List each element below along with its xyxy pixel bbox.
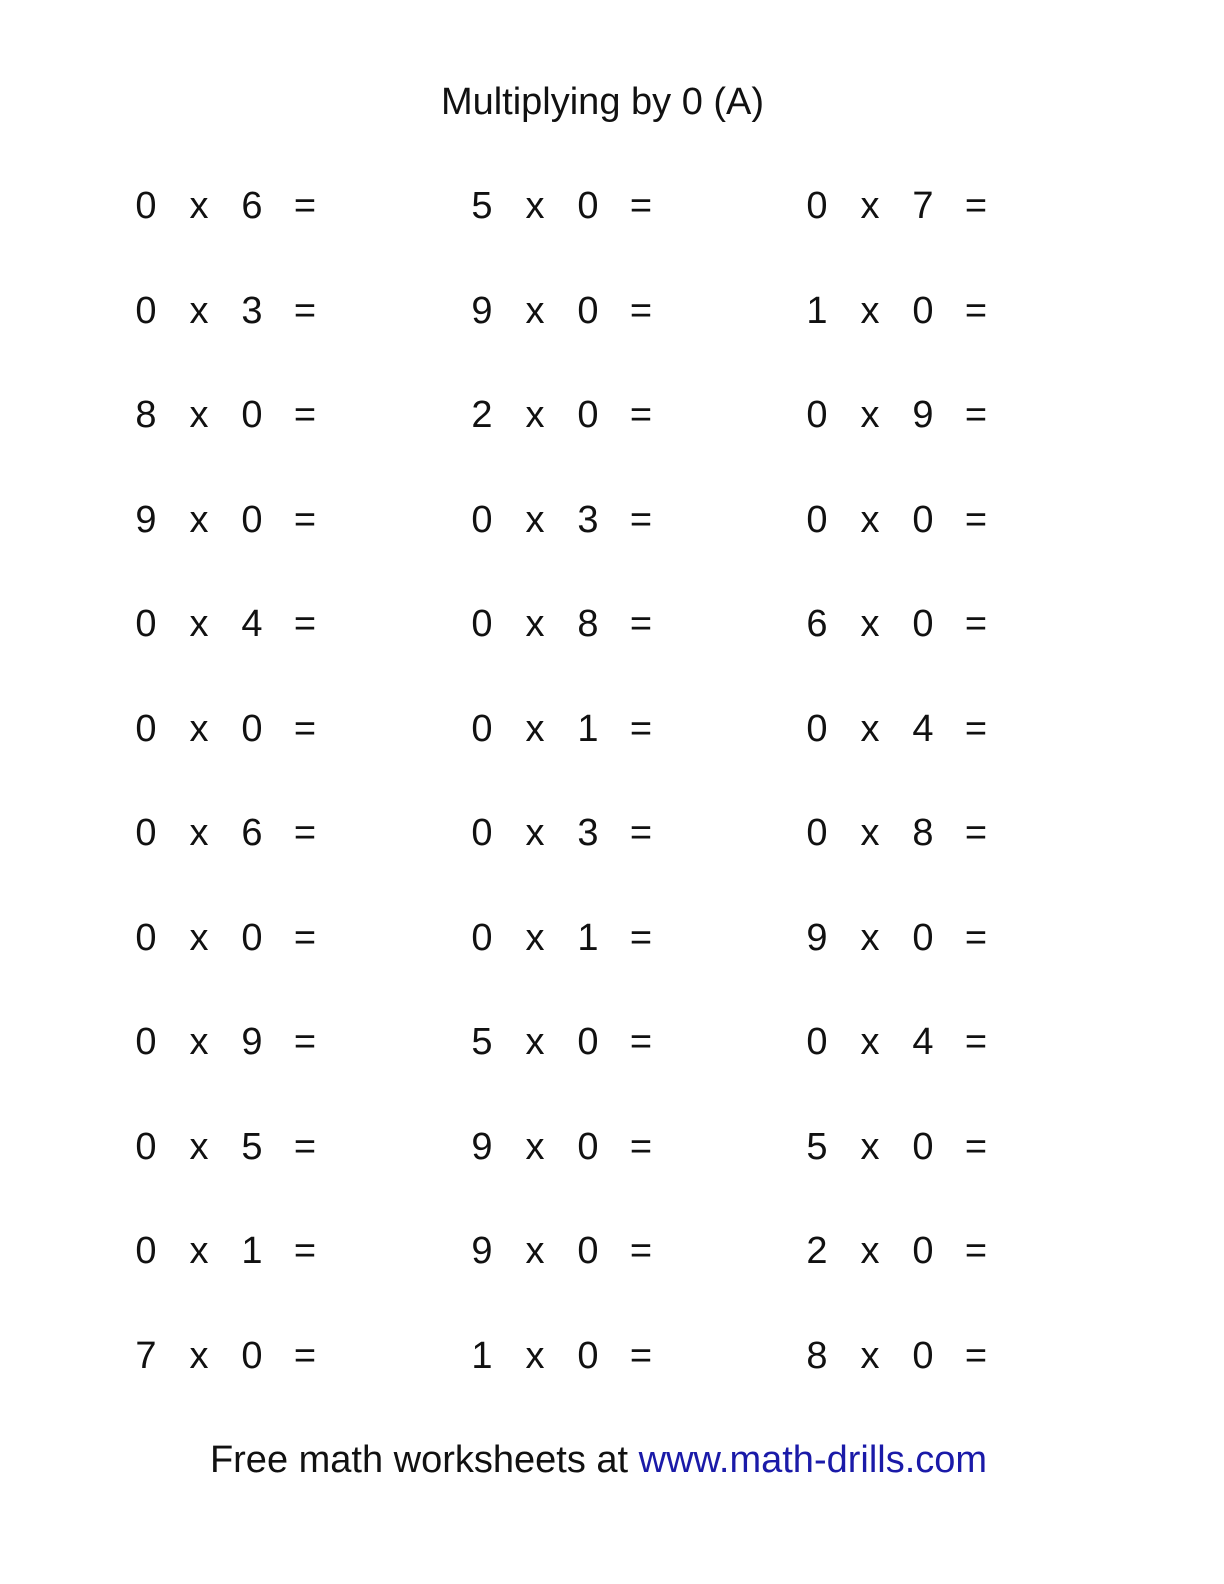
multiply-sign: x [860, 1021, 880, 1063]
first-factor: 0 [135, 708, 157, 750]
multiply-sign: x [189, 499, 209, 541]
second-factor: 8 [912, 812, 934, 854]
multiply-sign: x [860, 499, 880, 541]
first-factor: 0 [471, 708, 493, 750]
equals-sign: = [629, 394, 653, 436]
equals-sign: = [293, 1335, 317, 1377]
problem [126, 811, 366, 855]
multiply-sign: x [189, 1335, 209, 1377]
first-factor: 5 [806, 1126, 828, 1168]
second-factor: 0 [912, 603, 934, 645]
second-factor: 6 [241, 812, 263, 854]
problem [797, 393, 1037, 437]
second-factor: 0 [577, 1126, 599, 1168]
multiply-sign: x [189, 917, 209, 959]
equals-sign: = [629, 185, 653, 227]
second-factor: 7 [912, 185, 934, 227]
footer-link[interactable]: www.math-drills.com [638, 1439, 988, 1481]
multiply-sign: x [189, 394, 209, 436]
multiply-sign: x [860, 1335, 880, 1377]
equals-sign: = [964, 499, 988, 541]
second-factor: 0 [912, 290, 934, 332]
first-factor: 0 [806, 185, 828, 227]
problem [126, 1334, 366, 1378]
second-factor: 0 [577, 1335, 599, 1377]
problem [462, 602, 702, 646]
multiply-sign: x [189, 1021, 209, 1063]
problem [126, 916, 366, 960]
first-factor: 0 [471, 812, 493, 854]
first-factor: 0 [135, 185, 157, 227]
first-factor: 9 [471, 1126, 493, 1168]
first-factor: 0 [471, 917, 493, 959]
first-factor: 0 [471, 499, 493, 541]
problem [462, 1334, 702, 1378]
first-factor: 0 [135, 812, 157, 854]
equals-sign: = [964, 1126, 988, 1168]
first-factor: 8 [135, 394, 157, 436]
multiply-sign: x [525, 185, 545, 227]
problem [126, 289, 366, 333]
equals-sign: = [964, 917, 988, 959]
second-factor: 3 [241, 290, 263, 332]
first-factor: 0 [806, 1021, 828, 1063]
equals-sign: = [293, 394, 317, 436]
problem [126, 1020, 366, 1064]
first-factor: 9 [806, 917, 828, 959]
problem [462, 393, 702, 437]
first-factor: 9 [135, 499, 157, 541]
problem [797, 707, 1037, 751]
multiply-sign: x [525, 917, 545, 959]
equals-sign: = [629, 1021, 653, 1063]
multiply-sign: x [525, 812, 545, 854]
problem [797, 916, 1037, 960]
multiply-sign: x [189, 290, 209, 332]
equals-sign: = [293, 603, 317, 645]
problem [462, 289, 702, 333]
second-factor: 1 [577, 708, 599, 750]
equals-sign: = [629, 1230, 653, 1272]
problem [126, 393, 366, 437]
first-factor: 0 [135, 1126, 157, 1168]
equals-sign: = [293, 1126, 317, 1168]
problem [797, 289, 1037, 333]
second-factor: 0 [577, 1230, 599, 1272]
second-factor: 0 [912, 917, 934, 959]
first-factor: 8 [806, 1335, 828, 1377]
problem [797, 184, 1037, 228]
second-factor: 4 [912, 1021, 934, 1063]
problem [797, 1125, 1037, 1169]
equals-sign: = [293, 708, 317, 750]
problem [126, 184, 366, 228]
second-factor: 0 [912, 1230, 934, 1272]
first-factor: 5 [471, 1021, 493, 1063]
first-factor: 2 [471, 394, 493, 436]
second-factor: 0 [577, 394, 599, 436]
equals-sign: = [964, 394, 988, 436]
problem [462, 811, 702, 855]
first-factor: 7 [135, 1335, 157, 1377]
equals-sign: = [629, 499, 653, 541]
multiply-sign: x [525, 499, 545, 541]
second-factor: 0 [577, 1021, 599, 1063]
first-factor: 0 [806, 394, 828, 436]
equals-sign: = [629, 1335, 653, 1377]
second-factor: 0 [577, 290, 599, 332]
second-factor: 8 [577, 603, 599, 645]
multiply-sign: x [860, 1230, 880, 1272]
problem [797, 1334, 1037, 1378]
first-factor: 0 [135, 603, 157, 645]
second-factor: 0 [912, 1126, 934, 1168]
second-factor: 3 [577, 812, 599, 854]
first-factor: 9 [471, 290, 493, 332]
first-factor: 1 [471, 1335, 493, 1377]
second-factor: 6 [241, 185, 263, 227]
multiply-sign: x [525, 1230, 545, 1272]
multiply-sign: x [189, 185, 209, 227]
multiply-sign: x [525, 394, 545, 436]
multiply-sign: x [189, 812, 209, 854]
equals-sign: = [964, 1335, 988, 1377]
footer-text: Free math worksheets at [209, 1439, 639, 1481]
first-factor: 0 [471, 603, 493, 645]
first-factor: 2 [806, 1230, 828, 1272]
multiply-sign: x [189, 708, 209, 750]
problem [126, 1229, 366, 1273]
problem [126, 1125, 366, 1169]
first-factor: 0 [806, 812, 828, 854]
multiply-sign: x [860, 185, 880, 227]
second-factor: 5 [241, 1126, 263, 1168]
equals-sign: = [964, 290, 988, 332]
problem [797, 1229, 1037, 1273]
first-factor: 0 [135, 1230, 157, 1272]
equals-sign: = [293, 1021, 317, 1063]
equals-sign: = [293, 290, 317, 332]
multiply-sign: x [525, 1335, 545, 1377]
multiply-sign: x [525, 1126, 545, 1168]
second-factor: 0 [241, 499, 263, 541]
problem [462, 184, 702, 228]
first-factor: 0 [806, 499, 828, 541]
equals-sign: = [293, 812, 317, 854]
multiply-sign: x [525, 603, 545, 645]
multiply-sign: x [860, 708, 880, 750]
equals-sign: = [629, 603, 653, 645]
first-factor: 0 [806, 708, 828, 750]
equals-sign: = [629, 812, 653, 854]
problem [462, 707, 702, 751]
multiply-sign: x [525, 290, 545, 332]
first-factor: 1 [806, 290, 828, 332]
second-factor: 0 [912, 499, 934, 541]
equals-sign: = [293, 917, 317, 959]
multiply-sign: x [525, 708, 545, 750]
problem [462, 1229, 702, 1273]
second-factor: 0 [577, 185, 599, 227]
equals-sign: = [629, 917, 653, 959]
second-factor: 0 [241, 708, 263, 750]
equals-sign: = [293, 1230, 317, 1272]
equals-sign: = [629, 708, 653, 750]
first-factor: 0 [135, 1021, 157, 1063]
multiply-sign: x [189, 1230, 209, 1272]
equals-sign: = [964, 1021, 988, 1063]
second-factor: 3 [577, 499, 599, 541]
problem [797, 602, 1037, 646]
footer [0, 1436, 1197, 1484]
equals-sign: = [964, 812, 988, 854]
first-factor: 6 [806, 603, 828, 645]
problem [797, 1020, 1037, 1064]
multiply-sign: x [860, 1126, 880, 1168]
second-factor: 0 [241, 1335, 263, 1377]
equals-sign: = [629, 290, 653, 332]
first-factor: 0 [135, 290, 157, 332]
equals-sign: = [964, 185, 988, 227]
second-factor: 4 [912, 708, 934, 750]
equals-sign: = [964, 708, 988, 750]
equals-sign: = [629, 1126, 653, 1168]
problem [126, 602, 366, 646]
first-factor: 5 [471, 185, 493, 227]
problem [797, 498, 1037, 542]
second-factor: 1 [577, 917, 599, 959]
second-factor: 0 [241, 917, 263, 959]
multiply-sign: x [860, 394, 880, 436]
equals-sign: = [293, 185, 317, 227]
problem [462, 498, 702, 542]
equals-sign: = [293, 499, 317, 541]
problem [797, 811, 1037, 855]
second-factor: 0 [912, 1335, 934, 1377]
multiply-sign: x [525, 1021, 545, 1063]
problem [462, 1020, 702, 1064]
problem [126, 707, 366, 751]
problem [462, 916, 702, 960]
equals-sign: = [964, 603, 988, 645]
worksheet-title: Multiplying by 0 (A) [440, 81, 765, 123]
multiply-sign: x [189, 1126, 209, 1168]
second-factor: 0 [241, 394, 263, 436]
first-factor: 9 [471, 1230, 493, 1272]
multiply-sign: x [860, 812, 880, 854]
equals-sign: = [964, 1230, 988, 1272]
second-factor: 9 [912, 394, 934, 436]
multiply-sign: x [860, 603, 880, 645]
second-factor: 4 [241, 603, 263, 645]
problem [462, 1125, 702, 1169]
second-factor: 9 [241, 1021, 263, 1063]
first-factor: 0 [135, 917, 157, 959]
multiply-sign: x [860, 917, 880, 959]
second-factor: 1 [241, 1230, 263, 1272]
multiply-sign: x [860, 290, 880, 332]
problem [126, 498, 366, 542]
multiply-sign: x [189, 603, 209, 645]
